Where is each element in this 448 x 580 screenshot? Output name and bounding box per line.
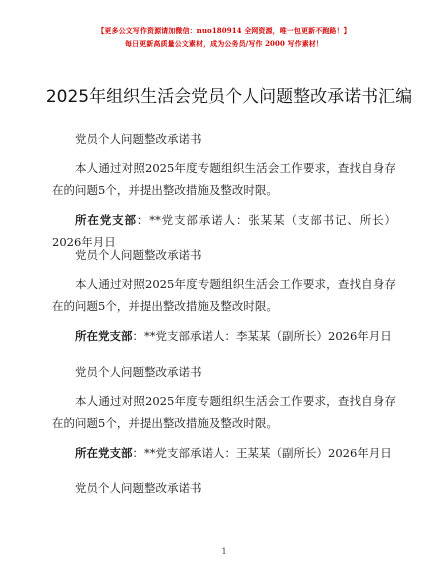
- section-body: 本人通过对照2025年度专题组织生活会工作要求，查找自身存在的问题5个，并提出整改措施及整改时限。: [52, 161, 396, 197]
- document-title: 2025年组织生活会党员个人问题整改承诺书汇编: [45, 87, 413, 107]
- section-heading: 党员个人问题整改承诺书: [75, 248, 202, 262]
- signature-text: ：**党支部承诺人：王某某（副所长）2026年月日: [132, 446, 392, 460]
- section-heading: 党员个人问题整改承诺书: [75, 365, 202, 379]
- branch-label: 所在党支部: [75, 446, 133, 460]
- section-body: 本人通过对照2025年度专题组织生活会工作要求，查找自身存在的问题5个，并提出整改措施及整改时限。: [52, 394, 396, 430]
- branch-label: 所在党支部: [75, 329, 133, 343]
- signature-text: ：**党支部承诺人：张某某（支部书记、所长）2026年月日: [52, 213, 397, 249]
- section-body: 本人通过对照2025年度专题组织生活会工作要求，查找自身存在的问题5个，并提出整改措施及整改时限。: [52, 277, 396, 313]
- section-heading: 党员个人问题整改承诺书: [75, 481, 202, 495]
- promo-banner-line-2: 每日更新高质量公文素材，成为公务员/写作 2000 写作素材！: [124, 39, 323, 48]
- signature-text: ：**党支部承诺人：李某某（副所长）2026年月日: [132, 329, 392, 343]
- promo-banner-line-1: 【更多公文写作资源请加微信：nuo180914 全网资源，唯一包更新不跑路！】: [97, 26, 351, 35]
- branch-label: 所在党支部: [75, 213, 137, 227]
- section-signature: [52, 325, 396, 347]
- section-signature: [52, 442, 396, 464]
- section-heading: 党员个人问题整改承诺书: [75, 132, 202, 146]
- page-number: 1: [221, 547, 227, 556]
